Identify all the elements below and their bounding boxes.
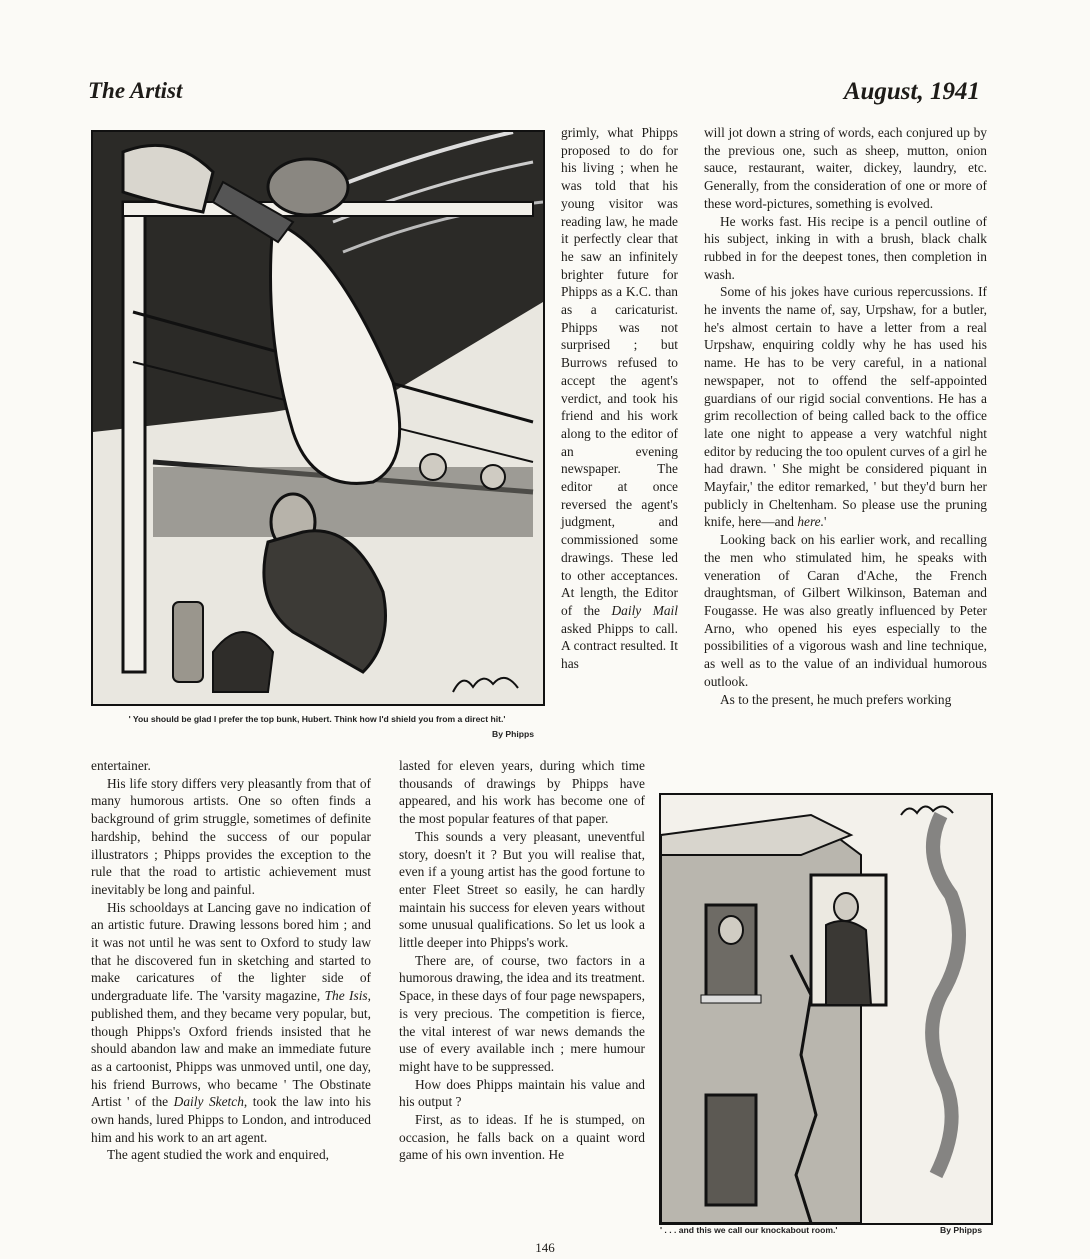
bottom-cartoon-caption: ' . . . and this we call our knockabout room.' (660, 1225, 838, 1235)
bunk-bed-illustration (93, 132, 543, 704)
paragraph: There are, of course, two factors in a humorous drawing, the idea and its treatment. Space, in these days of four page newspapers, is very precious. The competition is fierce, the vital interest of war news demands the use of every available inch ; mere humour might have to be suppressed. (399, 952, 645, 1074)
paragraph: His schooldays at Lancing gave no indication of an artistic future. Drawing lessons bored him ; and it was not until he was sent to Oxford to study law that he discovered fun in sketching and started to make caricatures of the lighter side of undergraduate life. The 'varsity magazine, The Isis, published them, and they became very popular, but, though Phipps's Oxford friends insisted that he should abandon law and make an immediate future as a cartoonist, Phipps was unmoved until, one day, his friend Burrows, who became ' The Obstinate Artist ' of the Daily Sketch, took the law into his own hands, lured Phipps to London, and introduced him and his work to an art agent. (91, 899, 371, 1145)
column-left (91, 757, 371, 1164)
publication-title: The Artist (88, 78, 183, 103)
paragraph: entertainer. (91, 758, 151, 773)
top-cartoon-caption: ' You should be glad I prefer the top bunk, Hubert. Think how I'd shield you from a direct hit.' (128, 714, 506, 724)
cartoon-knockabout-room (659, 793, 993, 1225)
cartoon-bunk-bed (91, 130, 545, 706)
paragraph: This sounds a very pleasant, uneventful story, doesn't it ? But you will realise that, even if a young artist has the good fortune to enter Fleet Street so easily, he can hardly maintain his success for eleven years without some unusual qualifications. So let us look a little deeper into Phipps's work. (399, 828, 645, 951)
paragraph: Some of his jokes have curious repercussions. If he invents the name of, say, Urpshaw, for a butler, he's almost certain to have a letter from a real Urpshaw, enquiring coldly why he has used his name. He has to be very careful, in a national newspaper, not to offend the self-appointed guardians of our rigid social conventions. He has a grim recollection of being called back to the office late one night to appease a very watchful night editor by reducing the too opulent curves of a girl he had drawn. ' She might be considered piquant in Mayfair,' the editor remarked, ' but they'd burn her publicly in Cheltenham. So please use the pruning knife, here—and here.' (704, 284, 987, 530)
paragraph: lasted for eleven years, during which time thousands of drawings by Phipps have appeared, and his work has become one of the most popular features of that paper. (399, 758, 645, 827)
paragraph: grimly, what Phipps proposed to do for his living ; when he was told that his young visitor was reading law, he made it perfectly clear that he saw an infinitely brighter future for Phipps as a K.C. than as a caricaturist. Phipps was not surprised ; but Burrows refused to accept the agent's verdict, and took his friend and his work along to the editor of an evening newspaper. The editor at once reversed the agent's judgment, and commissioned some drawings. These led to other acceptances. At length, the Editor of the Daily Mail asked Phipps to call. A contract resulted. It has (561, 125, 679, 672)
paragraph: His life story differs very pleasantly from that of many humorous artists. One so often finds a background of grim struggle, sometimes of definite hardship, behind the success of our popular illustrators ; Phipps provides the exception to the rule that the road to artistic achievement must inevitably be long and painful. (91, 775, 371, 897)
top-cartoon-credit: By Phipps (492, 729, 535, 739)
paragraph: The agent studied the work and enquired, (107, 1147, 329, 1163)
bottom-cartoon-credit: By Phipps (940, 1225, 983, 1235)
page-number: 146 (535, 1240, 555, 1255)
knockabout-room-illustration (661, 795, 991, 1223)
paragraph: Looking back on his earlier work, and recalling the men who stimulated him, he speaks with veneration of Caran d'Ache, the French draughtsman, of Gilbert Wilkinson, Bateman and Fougasse. He was also greatly influenced by Peter Arno, who opened his eyes especially to the possibilities of a vigorous wash and line technique, as well as to the value of an individual humorous outlook. (704, 532, 987, 689)
column-right-top (704, 124, 987, 708)
issue-date: August, 1941 (843, 78, 980, 105)
paragraph: will jot down a string of words, each conjured up by the previous one, such as sheep, mutton, onion sauce, restaurant, waiter, dickey, laundry, etc. Generally, from the consideration of one or more of these word-pictures, something is evolved. (704, 125, 987, 211)
paragraph: How does Phipps maintain his value and his output ? (399, 1076, 645, 1110)
column-middle-top (561, 124, 678, 673)
column-middle-bottom (399, 757, 645, 1164)
paragraph: First, as to ideas. If he is stumped, on occasion, he falls back on a quaint word game of his own invention. He (399, 1112, 645, 1163)
paragraph: He works fast. His recipe is a pencil outline of his subject, inking in with a brush, black chalk rubbed in for the deepest tones, then completion in wash. (704, 213, 987, 282)
paragraph: As to the present, he much prefers working (720, 691, 952, 707)
